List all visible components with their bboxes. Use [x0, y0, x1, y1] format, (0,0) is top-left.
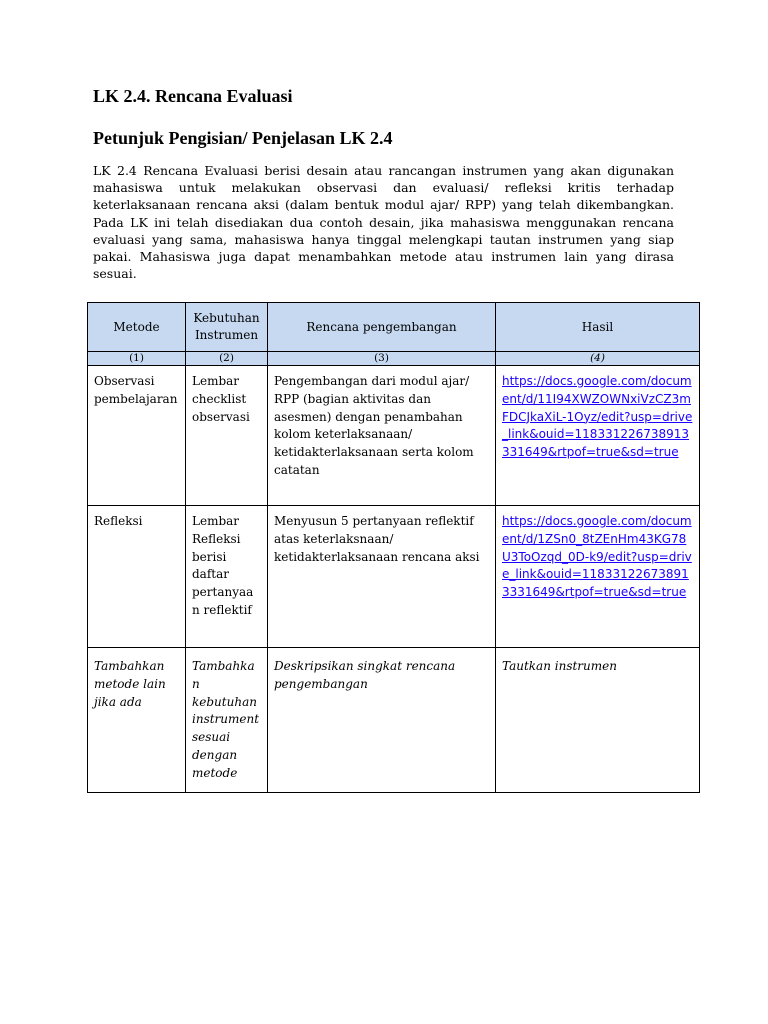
table-row [88, 648, 700, 793]
header-metode: Metode [88, 303, 186, 352]
column-number: (2) [186, 352, 268, 366]
cell-metode: Observasi pembelajaran [88, 366, 186, 506]
cell-kebutuhan: Tambahkan kebutuhan instrument sesuai dengan metode [186, 648, 268, 793]
cell-hasil [496, 366, 700, 506]
column-number: (1) [88, 352, 186, 366]
cell-metode: Tambahkan metode lain jika ada [88, 648, 186, 793]
table-header-row [88, 303, 700, 352]
instrument-link-refleksi[interactable]: https://docs.google.com/document/d/1ZSn0_8tZEnHm43KG78U3ToOzqd_0D-k9/edit?usp=drive_link&ouid=118331226738913331649&rtpof=true&sd=true [502, 514, 692, 600]
cell-hasil: Tautkan instrumen [496, 648, 700, 793]
table-row [88, 366, 700, 506]
instrument-link-observasi[interactable]: https://docs.google.com/document/d/11I94XWZOWNxiVzCZ3mFDCJkaXiL-1Oyz/edit?usp=drive_link&ouid=118331226738913331649&rtpof=true&sd=true [502, 374, 693, 460]
header-hasil: Hasil [496, 303, 700, 352]
header-rencana-pengembangan: Rencana pengembangan [268, 303, 496, 352]
cell-hasil [496, 506, 700, 648]
evaluation-plan-table [87, 302, 700, 793]
cell-kebutuhan: Lembar checklist observasi [186, 366, 268, 506]
cell-rencana: Deskripsikan singkat rencana pengembangan [268, 648, 496, 793]
column-number: (3) [268, 352, 496, 366]
cell-rencana: Pengembangan dari modul ajar/ RPP (bagian aktivitas dan asesmen) dengan penambahan kolom keterlaksanaan/ ketidakterlaksanaan serta kolom catatan [268, 366, 496, 506]
table-number-row [88, 352, 700, 366]
section-heading: Petunjuk Pengisian/ Penjelasan LK 2.4 [93, 128, 393, 148]
cell-kebutuhan: Lembar Refleksi berisi daftar pertanyaan reflektif [186, 506, 268, 648]
intro-paragraph: LK 2.4 Rencana Evaluasi berisi desain atau rancangan instrumen yang akan digunakan mahasiswa untuk melakukan observasi dan evaluasi/ refleksi kritis terhadap keterlaksanaan rencana aksi (dalam bentuk modul ajar/ RPP) yang telah dikembangkan. Pada LK ini telah disediakan dua contoh desain, jika mahasiswa menggunakan rencana evaluasi yang sama, mahasiswa hanya tinggal melengkapi tautan instrumen yang siap pakai. Mahasiswa juga dapat menambahkan metode atau instrumen lain yang dirasa sesuai. [93, 163, 674, 282]
header-kebutuhan-instrumen: Kebutuhan Instrumen [186, 303, 268, 352]
table-row [88, 506, 700, 648]
cell-metode: Refleksi [88, 506, 186, 648]
cell-rencana: Menyusun 5 pertanyaan reflektif atas keterlaksnaan/ ketidakterlaksanaan rencana aksi [268, 506, 496, 648]
document-title: LK 2.4. Rencana Evaluasi [93, 86, 293, 106]
column-number: (4) [496, 352, 700, 366]
